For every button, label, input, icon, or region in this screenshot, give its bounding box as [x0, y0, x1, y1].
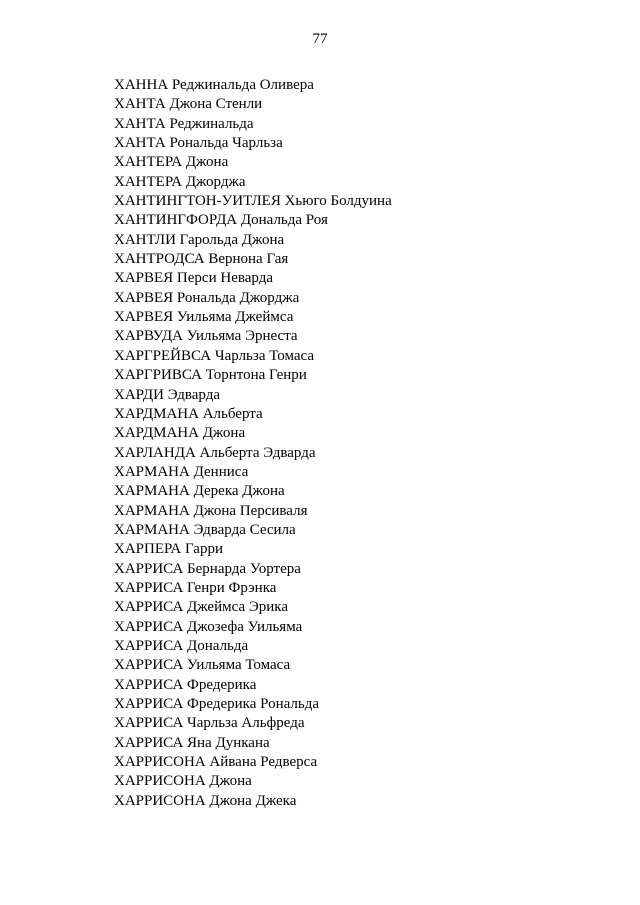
- list-item: ХАРДМАНА Джона: [114, 425, 246, 442]
- list-item: ХАРМАНА Денниса: [114, 463, 249, 480]
- list-item: ХАРРИСА Джеймса Эрика: [114, 599, 288, 616]
- list-item: ХАРРИСА Джозефа Уильяма: [114, 618, 303, 635]
- name-list: [114, 76, 614, 811]
- list-item: ХАРРИСА Дональда: [114, 637, 249, 654]
- list-item: ХАНТА Джона Стенли: [114, 96, 263, 113]
- list-item: ХАРРИСА Чарльза Альфреда: [114, 715, 305, 732]
- list-item: ХАРРИСОНА Айвана Редверса: [114, 754, 318, 771]
- list-item: ХАНТЕРА Джорджа: [114, 173, 246, 190]
- list-item: ХАРПЕРА Гарри: [114, 541, 223, 558]
- list-item: ХАРМАНА Дерека Джона: [114, 483, 285, 500]
- list-item: ХАРРИСА Яна Дункана: [114, 734, 270, 751]
- page-number: 77: [312, 31, 328, 47]
- list-item: ХАРРИСА Генри Фрэнка: [114, 579, 277, 596]
- list-item: ХАНТРОДСА Вернона Гая: [114, 251, 289, 268]
- list-item: ХАРЛАНДА Альберта Эдварда: [114, 444, 316, 461]
- list-item: ХАНТИНГФОРДА Дональда Роя: [114, 212, 328, 229]
- list-item: ХАНТИНГТОН-УИТЛЕЯ Хьюго Болдуина: [114, 193, 392, 210]
- list-item: ХАРРИСОНА Джона Джека: [114, 792, 297, 809]
- list-item: ХАРРИСА Уильяма Томаса: [114, 657, 291, 674]
- list-item: ХАРВЕЯ Перси Неварда: [114, 270, 273, 287]
- list-item: ХАРРИСА Бернарда Уортера: [114, 560, 301, 577]
- list-item: ХАРМАНА Джона Персиваля: [114, 502, 308, 519]
- list-item: ХАРМАНА Эдварда Сесила: [114, 521, 296, 538]
- list-item: ХАРВУДА Уильяма Эрнеста: [114, 328, 298, 345]
- list-item: ХАНТА Рональда Чарльза: [114, 135, 283, 152]
- list-item: ХАРГРЕЙВСА Чарльза Томаса: [114, 347, 315, 364]
- list-item: ХАРДИ Эдварда: [114, 386, 220, 403]
- list-item: ХАРВЕЯ Уильяма Джеймса: [114, 309, 294, 326]
- list-item: ХАРГРИВСА Торнтона Генри: [114, 367, 307, 384]
- list-item: ХАНТА Реджинальда: [114, 115, 254, 132]
- list-item: ХАРРИСА Фредерика Рональда: [114, 696, 320, 712]
- list-item: ХАРДМАНА Альберта: [114, 405, 263, 422]
- list-item: ХАННА Реджинальда Оливера: [114, 77, 314, 93]
- list-item: ХАРРИСОНА Джона: [114, 773, 252, 790]
- list-item: ХАНТЛИ Гарольда Джона: [114, 231, 285, 248]
- list-item: ХАРВЕЯ Рональда Джорджа: [114, 289, 300, 306]
- list-item: ХАРРИСА Фредерика: [114, 676, 257, 693]
- list-item: ХАНТЕРА Джона: [114, 154, 229, 171]
